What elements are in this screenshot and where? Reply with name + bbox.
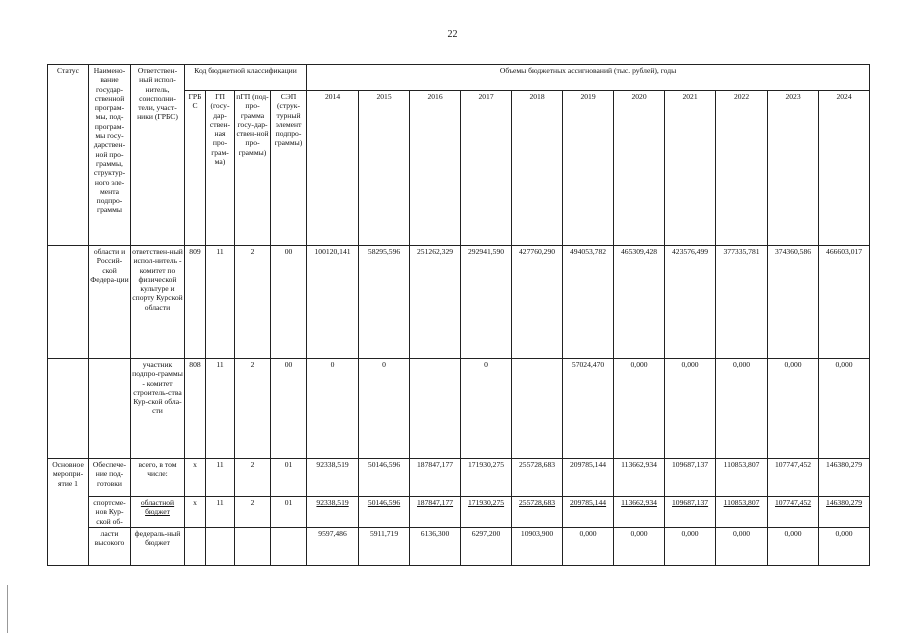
cell-value: [512, 359, 563, 459]
cell-pgp: 2: [235, 459, 271, 497]
cell-value: 110853,807: [716, 497, 768, 528]
cell-value: 427760,290: [512, 246, 563, 359]
cell-status: [48, 359, 89, 459]
header-year: 2022: [716, 91, 768, 246]
cell-name: ласти высокого: [89, 527, 131, 565]
cell-value: 0,000: [665, 527, 716, 565]
table-row: [48, 527, 870, 565]
cell-value: 6297,200: [461, 527, 512, 565]
cell-responsible: ответствен-ный испол-нитель - комитет по физической культуре и спорту Курской области: [131, 246, 185, 359]
cell-grbs: [185, 527, 206, 565]
cell-value: 146380,279: [819, 497, 870, 528]
cell-value: 187847,177: [410, 497, 461, 528]
header-year: 2016: [410, 91, 461, 246]
cell-value: 0,000: [819, 359, 870, 459]
header-row-1: [48, 65, 870, 91]
header-year: 2019: [563, 91, 614, 246]
cell-sep: 01: [271, 497, 307, 528]
cell-value: 6136,300: [410, 527, 461, 565]
cell-grbs: 808: [185, 359, 206, 459]
header-year: 2021: [665, 91, 716, 246]
header-grbs: ГРБ С: [185, 91, 206, 246]
cell-pgp: 2: [235, 497, 271, 528]
cell-value: 0: [307, 359, 359, 459]
budget-table: [47, 64, 870, 566]
cell-value: 0,000: [716, 527, 768, 565]
cell-name: области и Россий-ской Федера-ции: [89, 246, 131, 359]
table-row: [48, 359, 870, 459]
cell-gp: 11: [206, 459, 235, 497]
cell-gp: 11: [206, 497, 235, 528]
table-row: [48, 497, 870, 528]
cell-name: [89, 359, 131, 459]
cell-value: 0,000: [768, 359, 819, 459]
cell-value: 465309,428: [614, 246, 665, 359]
cell-value: 113662,934: [614, 497, 665, 528]
header-year: 2014: [307, 91, 359, 246]
cell-value: 92338,519: [307, 459, 359, 497]
cell-responsible: областной бюджет: [131, 497, 185, 528]
cell-gp: 11: [206, 359, 235, 459]
header-sep: СЭП (струк-турный элемент подпро-граммы): [271, 91, 307, 246]
cell-value: 171930,275: [461, 497, 512, 528]
cell-gp: [206, 527, 235, 565]
cell-value: 110853,807: [716, 459, 768, 497]
cell-value: 57024,470: [563, 359, 614, 459]
cell-value: 423576,499: [665, 246, 716, 359]
cell-sep: 01: [271, 459, 307, 497]
header-name: Наимено-вание государ-ственной програм-мы, под-програм-мы госу-дарствен-ной про-граммы, структур-ного эле-мента подпро-граммы: [89, 65, 131, 246]
table-row: [48, 246, 870, 359]
header-budget-code: Код бюджетной классификации: [185, 65, 307, 91]
cell-pgp: 2: [235, 359, 271, 459]
cell-value: 0,000: [563, 527, 614, 565]
header-year: 2015: [359, 91, 410, 246]
cell-grbs: x: [185, 459, 206, 497]
cell-status: [48, 246, 89, 359]
cell-value: 0,000: [768, 527, 819, 565]
cell-value: 92338,519: [307, 497, 359, 528]
cell-value: 9597,486: [307, 527, 359, 565]
cell-value: 171930,275: [461, 459, 512, 497]
cell-value: 113662,934: [614, 459, 665, 497]
cell-gp: 11: [206, 246, 235, 359]
cell-value: 187847,177: [410, 459, 461, 497]
cell-value: 374360,586: [768, 246, 819, 359]
cell-responsible: всего, в том числе:: [131, 459, 185, 497]
cell-status: Основное меропри-ятие 1: [48, 459, 89, 566]
cell-value: 0: [359, 359, 410, 459]
header-year: 2017: [461, 91, 512, 246]
cell-value: 0,000: [614, 527, 665, 565]
table-row: [48, 459, 870, 497]
cell-value: 100120,141: [307, 246, 359, 359]
cell-value: 255728,683: [512, 459, 563, 497]
header-pgp: пГП (под-про-грамма госу-дар-ствен-ной про-граммы): [235, 91, 271, 246]
cell-value: 377335,781: [716, 246, 768, 359]
header-gp: ГП (госу-дар-ствен-ная про-грам-ма): [206, 91, 235, 246]
cell-sep: [271, 527, 307, 565]
header-responsible: Ответствен-ный испол-нитель, соисполни-тели, участ-ники (ГРБС): [131, 65, 185, 246]
cell-name: спортсме-нов Кур-ской об-: [89, 497, 131, 528]
cell-grbs: x: [185, 497, 206, 528]
cell-responsible: участник подпро-граммы - комитет строитель-ства Кур-ской обла-сти: [131, 359, 185, 459]
header-year: 2024: [819, 91, 870, 246]
header-year: 2018: [512, 91, 563, 246]
cell-value: 251262,329: [410, 246, 461, 359]
cell-value: 107747,452: [768, 459, 819, 497]
cell-value: 0,000: [614, 359, 665, 459]
cell-value: 209785,144: [563, 497, 614, 528]
header-volumes: Объемы бюджетных ассигнований (тыс. рублей), годы: [307, 65, 870, 91]
cell-grbs: 809: [185, 246, 206, 359]
cell-value: 255728,683: [512, 497, 563, 528]
cell-value: 5911,719: [359, 527, 410, 565]
cell-value: 10903,900: [512, 527, 563, 565]
margin-line: [7, 585, 8, 633]
cell-name: Обеспече-ние под-готовки: [89, 459, 131, 497]
cell-value: 0: [461, 359, 512, 459]
page-number: 22: [447, 29, 458, 40]
cell-value: 58295,596: [359, 246, 410, 359]
cell-pgp: 2: [235, 246, 271, 359]
cell-pgp: [235, 527, 271, 565]
cell-value: 209785,144: [563, 459, 614, 497]
header-year: 2023: [768, 91, 819, 246]
cell-value: 146380,279: [819, 459, 870, 497]
cell-value: 109687,137: [665, 459, 716, 497]
header-year: 2020: [614, 91, 665, 246]
cell-value: 0,000: [716, 359, 768, 459]
cell-value: 50146,596: [359, 459, 410, 497]
cell-value: 0,000: [819, 527, 870, 565]
cell-value: [410, 359, 461, 459]
cell-value: 292941,590: [461, 246, 512, 359]
cell-sep: 00: [271, 246, 307, 359]
cell-value: 0,000: [665, 359, 716, 459]
cell-responsible: федераль-ный бюджет: [131, 527, 185, 565]
cell-value: 494053,782: [563, 246, 614, 359]
cell-value: 109687,137: [665, 497, 716, 528]
cell-value: 466603,017: [819, 246, 870, 359]
cell-sep: 00: [271, 359, 307, 459]
header-status: Статус: [48, 65, 89, 246]
cell-value: 50146,596: [359, 497, 410, 528]
cell-value: 107747,452: [768, 497, 819, 528]
